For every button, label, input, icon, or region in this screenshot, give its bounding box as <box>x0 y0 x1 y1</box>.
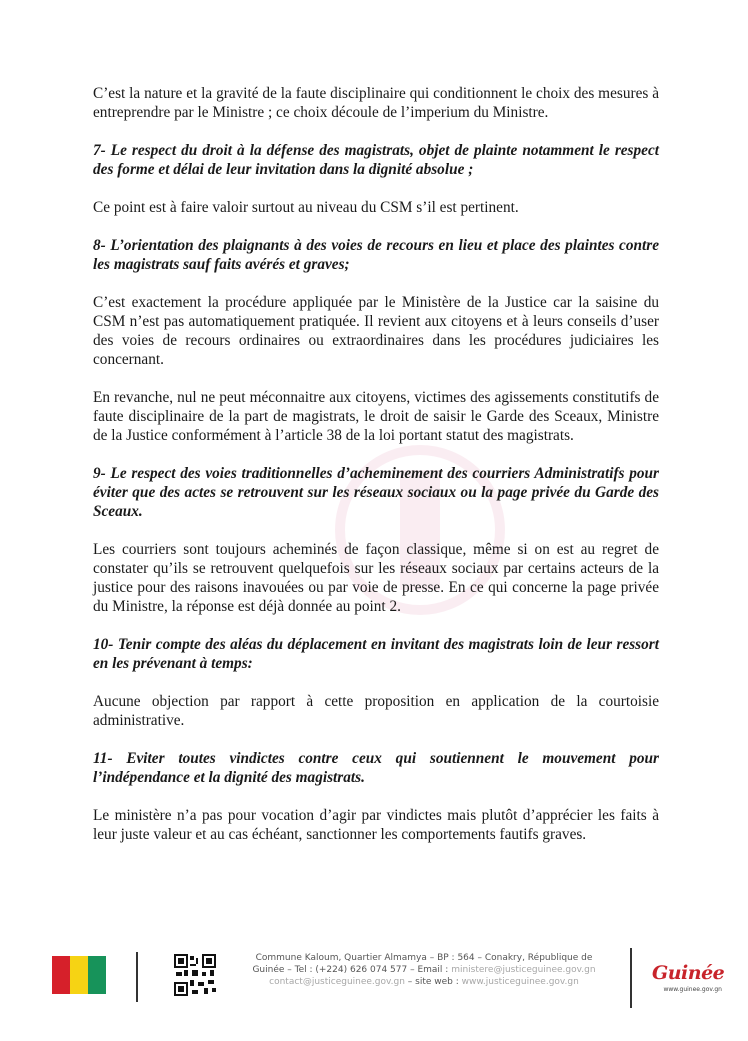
heading-point-11: 11- Eviter toutes vindictes contre ceux qui soutiennent le mouvement pour l’indépendance et la dignité des magistrats. <box>93 750 659 786</box>
paragraph-aucune-objection: Aucune objection par rapport à cette proposition en application de la courtoisie administrative. <box>93 693 659 729</box>
paragraph-vindictes: Le ministère n’a pas pour vocation d’agir par vindictes mais plutôt d’apprécier les faits à leur juste valeur et au cas échéant, sanctionner les comportements fautifs graves. <box>93 807 659 843</box>
paragraph-csm: Ce point est à faire valoir surtout au niveau du CSM s’il est pertinent. <box>93 199 519 216</box>
guinee-brand-logo <box>652 962 725 1002</box>
footer-web: contact@justiceguinee.gov.gn – site web : www.justiceguinee.gov.gn <box>269 977 579 987</box>
brand-url: www.guinee.gov.gn <box>663 986 722 993</box>
footer-divider-right <box>630 948 632 1008</box>
heading-point-9: 9- Le respect des voies traditionnelles d’acheminement des courriers Administratifs pour éviter que des actes se retrouvent sur les réseaux sociaux ou la page privée du Garde des Sceaux. <box>93 465 659 520</box>
paragraph-imperium: C’est la nature et la gravité de la faute disciplinaire qui conditionnent le choix des mesures à entreprendre par le Ministre ; ce choix découle de l’imperium du Ministre. <box>93 85 659 121</box>
heading-point-8: 8- L’orientation des plaignants à des voies de recours en lieu et place des plaintes contre les magistrats sauf faits avérés et graves; <box>93 237 659 273</box>
letterhead-footer <box>0 940 748 1020</box>
footer-email-link[interactable]: ministere@justiceguinee.gov.gn <box>451 965 596 975</box>
paragraph-en-revanche: En revanche, nul ne peut méconnaitre aux citoyens, victimes des agissements constitutifs de faute disciplinaire de la part de magistrats, le droit de saisir le Garde des Sceaux, Ministre de la Justice conformément à l’article 38 de la loi portant statut des magistrats. <box>93 389 659 444</box>
paragraph-courriers: Les courriers sont toujours acheminés de façon classique, même si on est au regret de constater qu’ils se retrouvent quelquefois sur les réseaux sociaux par certains acteurs de la justice pour des raisons inavouées ou par voie de presse. En ce qui concerne la page privée du Ministre, la réponse est déjà donnée au point 2. <box>93 541 659 615</box>
footer-phone-email: Guinée – Tel : (+224) 626 074 577 – Email : ministere@justiceguinee.gov.gn <box>252 965 596 975</box>
footer-website-link[interactable]: www.justiceguinee.gov.gn <box>461 977 579 987</box>
guinea-flag-icon <box>52 956 106 994</box>
document-body <box>93 84 659 844</box>
footer-contact-info <box>228 952 620 988</box>
heading-point-10: 10- Tenir compte des aléas du déplacement en invitant des magistrats loin de leur ressort en les prévenant à temps: <box>93 636 659 672</box>
footer-address: Commune Kaloum, Quartier Almamya – BP : 564 – Conakry, République de <box>255 953 593 963</box>
qr-code-icon <box>174 954 216 996</box>
footer-contact-email-link[interactable]: contact@justiceguinee.gov.gn <box>269 977 405 987</box>
footer-divider-left <box>136 952 138 1002</box>
heading-point-7: 7- Le respect du droit à la défense des magistrats, objet de plainte notamment le respect des forme et délai de leur invitation dans la dignité absolue ; <box>93 142 659 178</box>
paragraph-procedure: C’est exactement la procédure appliquée par le Ministère de la Justice car la saisine du CSM n’est pas automatiquement pratiquée. Il revient aux citoyens et à leurs conseils d’user des voies de recours ordinaires ou extraordinaires dans les procédures judiciaires les concernant. <box>93 294 659 368</box>
brand-wordmark: Guinée <box>652 962 725 984</box>
